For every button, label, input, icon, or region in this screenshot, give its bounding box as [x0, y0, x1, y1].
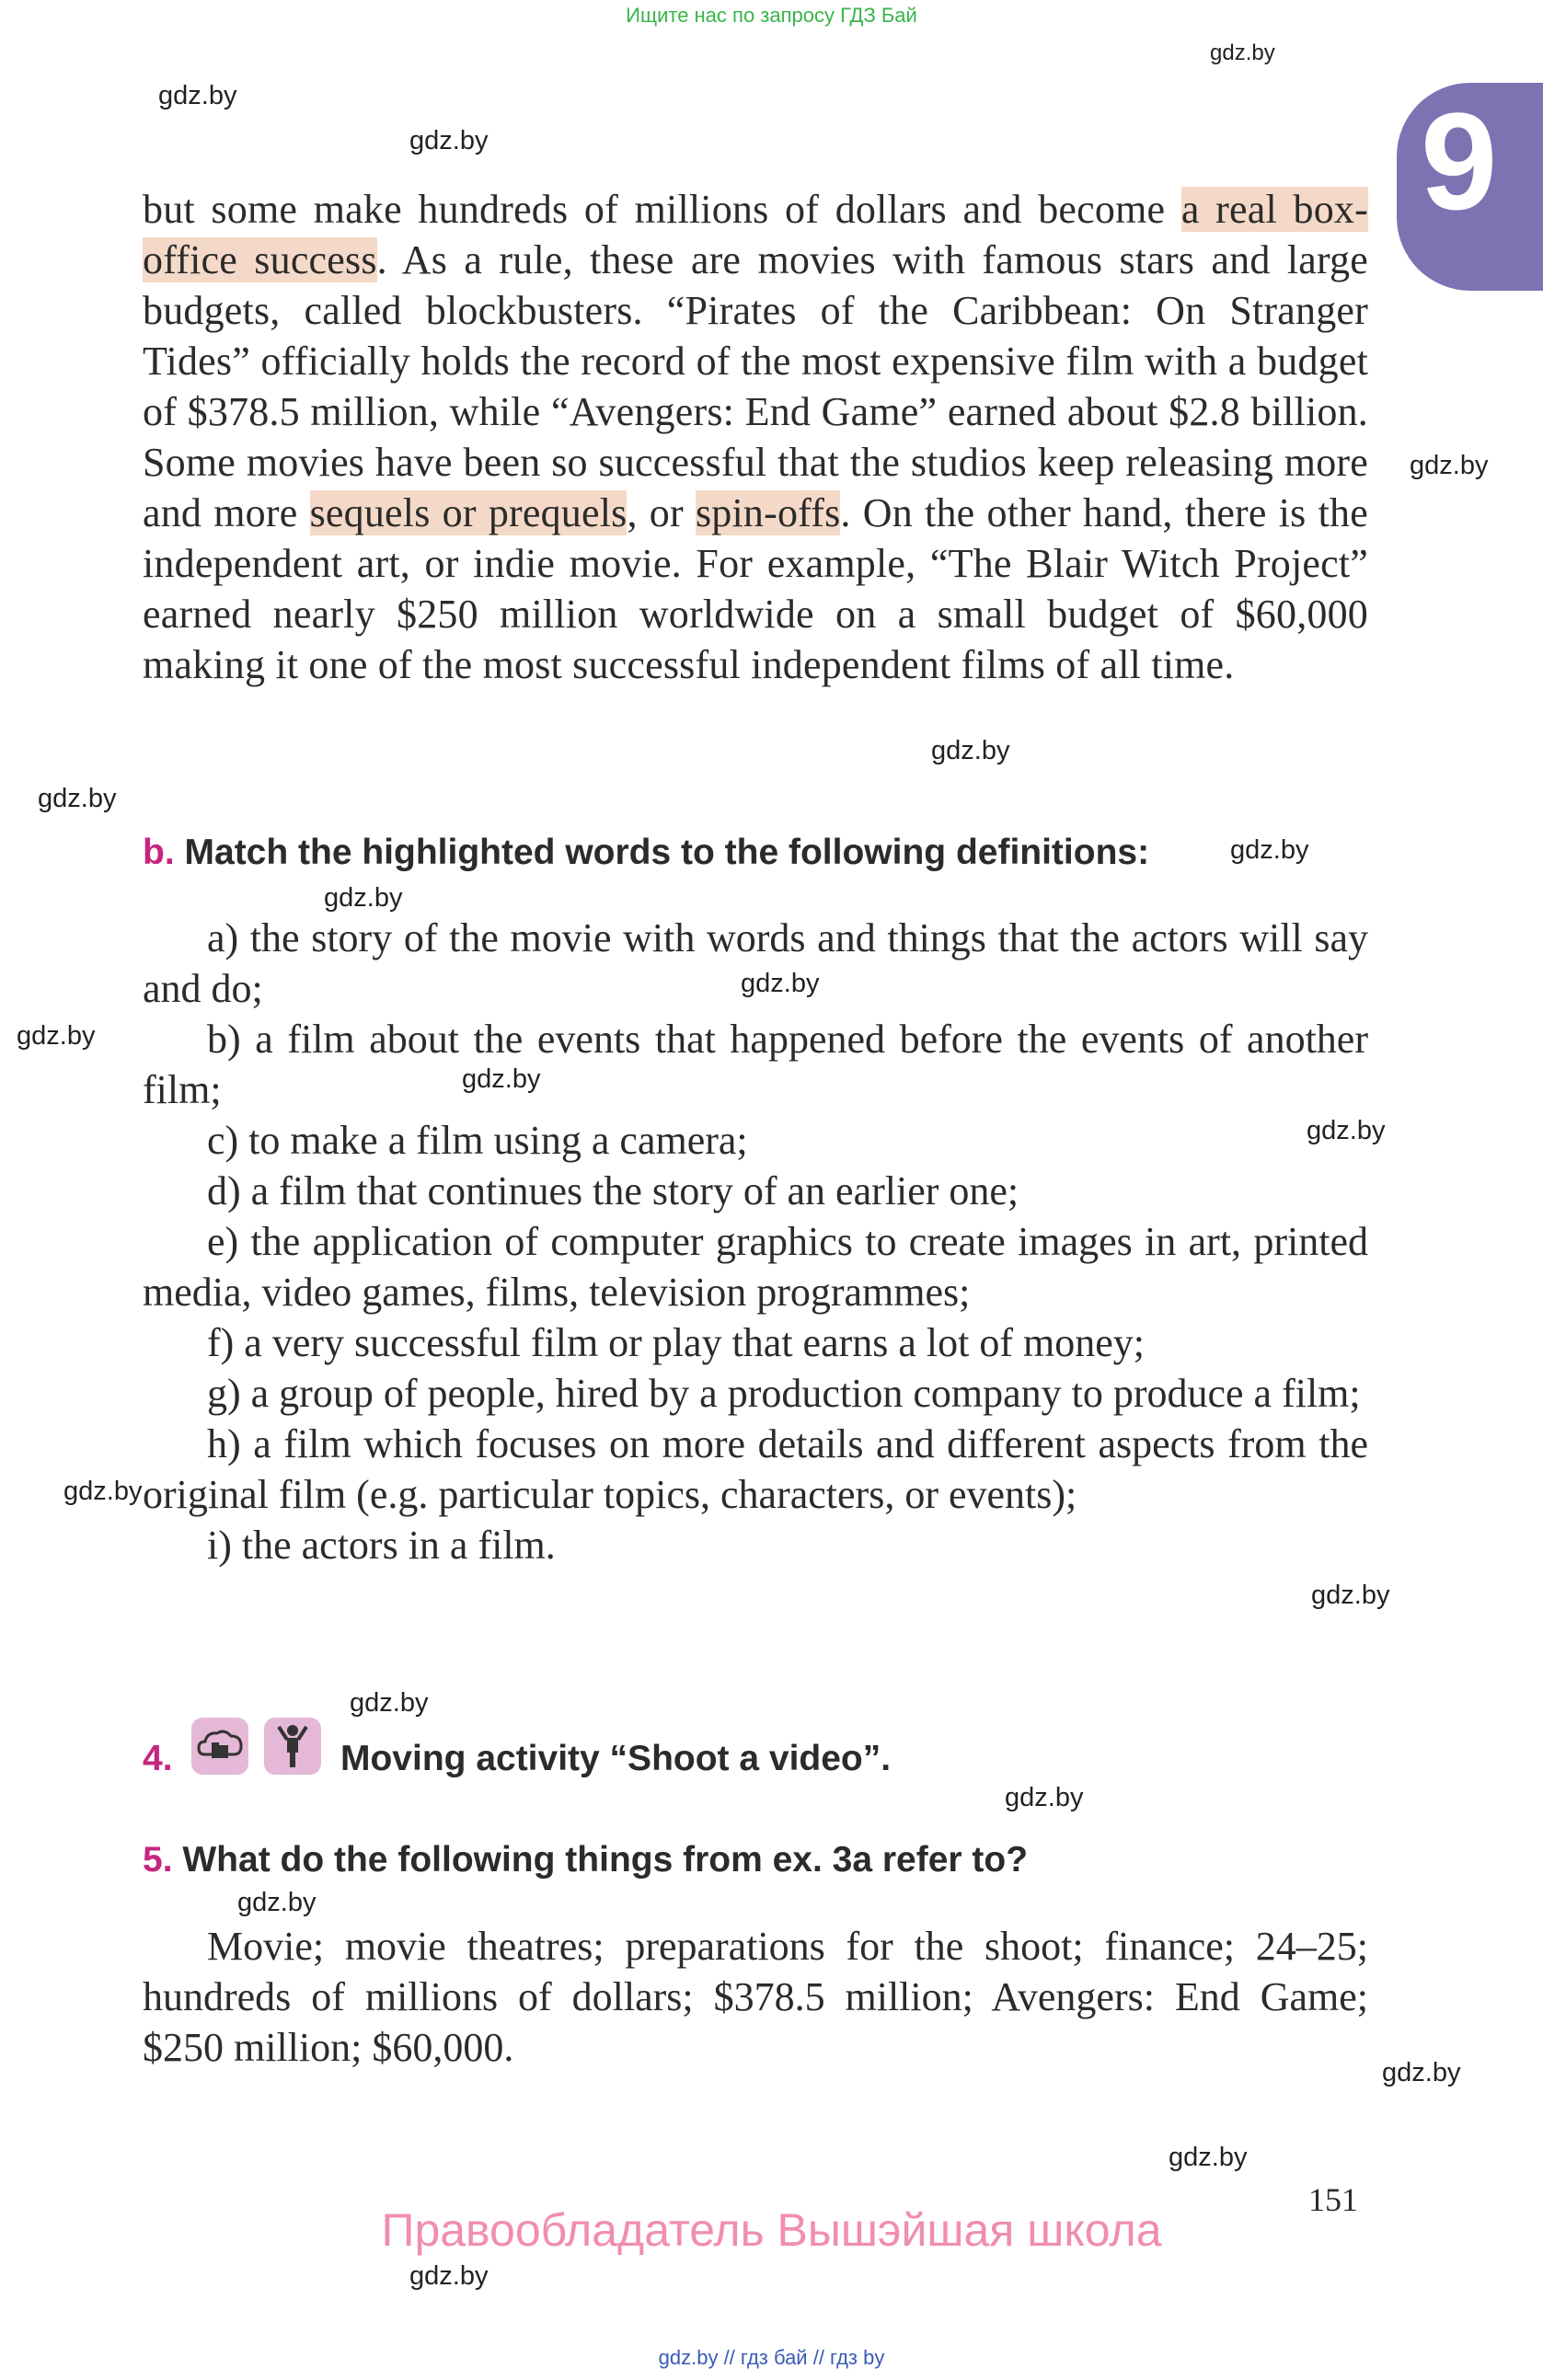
chapter-number: 9 [1421, 84, 1498, 238]
task-5-text: Movie; movie theatres; preparations for the shoot; finance; 24–25; hundreds of millions of dollars; $378.5 million; Avengers: End Game; $250 million; $60,000. [143, 1924, 1368, 2070]
watermark: gdz.by [237, 1888, 317, 1917]
watermark: gdz.by [350, 1688, 429, 1718]
highlighted-phrase: a real box-office success [143, 187, 1368, 282]
definition-item: g) a group of people, hired by a production company to produce a film; [207, 1371, 1361, 1416]
definition-item: c) to make a film using a camera; [207, 1118, 748, 1163]
watermark: gdz.by [63, 1477, 143, 1506]
watermark: gdz.by [1307, 1116, 1386, 1145]
paragraph-text: . On the other hand, there is the independent art, or indie movie. For example, “The Blair Witch Project” earned nearly $250 million worldwide on a small budget of $60,000 making it one of the most successful independent films of all time. [143, 490, 1368, 687]
definition-item: f) a very successful film or play that earns a lot of money; [207, 1320, 1146, 1365]
task-4-number [143, 1739, 173, 1779]
definitions-list [143, 913, 1368, 1570]
footer-links: gdz.by // гдз бай // гдз by [658, 2346, 885, 2369]
definition-item: b) a film about the events that happened before the events of another film; [143, 1017, 1368, 1112]
task-4-title: Moving activity “Shoot a video”. [340, 1739, 892, 1778]
watermark: gdz.by [17, 1021, 96, 1051]
definition-item: e) the application of computer graphics to create images in art, printed media, video games, films, television programmes; [143, 1219, 1368, 1315]
watermark: gdz.by [1169, 2143, 1248, 2172]
watermark: gdz.by [38, 784, 117, 813]
watermark: gdz.by [741, 969, 820, 998]
watermark: gdz.by [324, 883, 403, 913]
watermark: gdz.by [462, 1064, 541, 1094]
copyright-owner: Правообладатель Вышэйшая школа [381, 2204, 1162, 2256]
definition-item: a) the story of the movie with words and things that the actors will say and do; [143, 915, 1368, 1011]
watermark: gdz.by [158, 81, 237, 110]
watermark: gdz.by [1382, 2058, 1461, 2087]
definition-item: h) a film which focuses on more details and different aspects from the original film (e.g. particular topics, characters, or events); [143, 1421, 1368, 1517]
task-b-title: Match the highlighted words to the following definitions: [184, 833, 1150, 872]
watermark: gdz.by [1230, 835, 1309, 865]
definition-item: i) the actors in a film. [207, 1523, 556, 1568]
highlighted-phrase: spin-offs [695, 490, 841, 535]
highlighted-phrase: sequels or prequels [309, 490, 628, 535]
watermark: gdz.by [1210, 40, 1275, 65]
paragraph-text: . As a rule, these are movies with famous stars and large budgets, called blockbusters. “Pirates of the Caribbean: On Stranger Tides” officially holds the record of the most expensive film with a budget of $378.5 million, while “Avengers: End Game” earned about $2.8 billion. Some movies have been so successful that the studios keep releasing more and more [143, 237, 1368, 535]
watermark: gdz.by [1005, 1783, 1084, 1812]
page-number: 151 [1308, 2181, 1358, 2218]
watermark: gdz.by [409, 126, 489, 155]
cloud-folder-icon [191, 1718, 248, 1775]
watermark: gdz.by [931, 736, 1010, 765]
top-search-note: Ищите нас по запросу ГДЗ Бай [626, 4, 917, 27]
paragraph-text: but some make hundreds of millions of dollars and become [143, 187, 1181, 232]
watermark: gdz.by [409, 2261, 489, 2291]
chapter-tab [1397, 83, 1543, 291]
watermark: gdz.by [1410, 451, 1489, 480]
definition-item: d) a film that continues the story of an earlier one; [207, 1168, 1019, 1213]
reading-paragraph [143, 184, 1368, 690]
task-5-heading [143, 1840, 1028, 1880]
task-5-title: What do the following things from ex. 3a refer to? [182, 1840, 1029, 1880]
task-b-heading [143, 833, 1149, 873]
watermark: gdz.by [1311, 1581, 1390, 1610]
task-b-letter: b. [143, 833, 175, 872]
task-5-text-block [143, 1921, 1368, 2073]
person-standing-icon [264, 1718, 321, 1775]
task-number: 5. [143, 1840, 173, 1880]
task-number: 4. [143, 1739, 173, 1778]
paragraph-text: , or [627, 490, 696, 535]
